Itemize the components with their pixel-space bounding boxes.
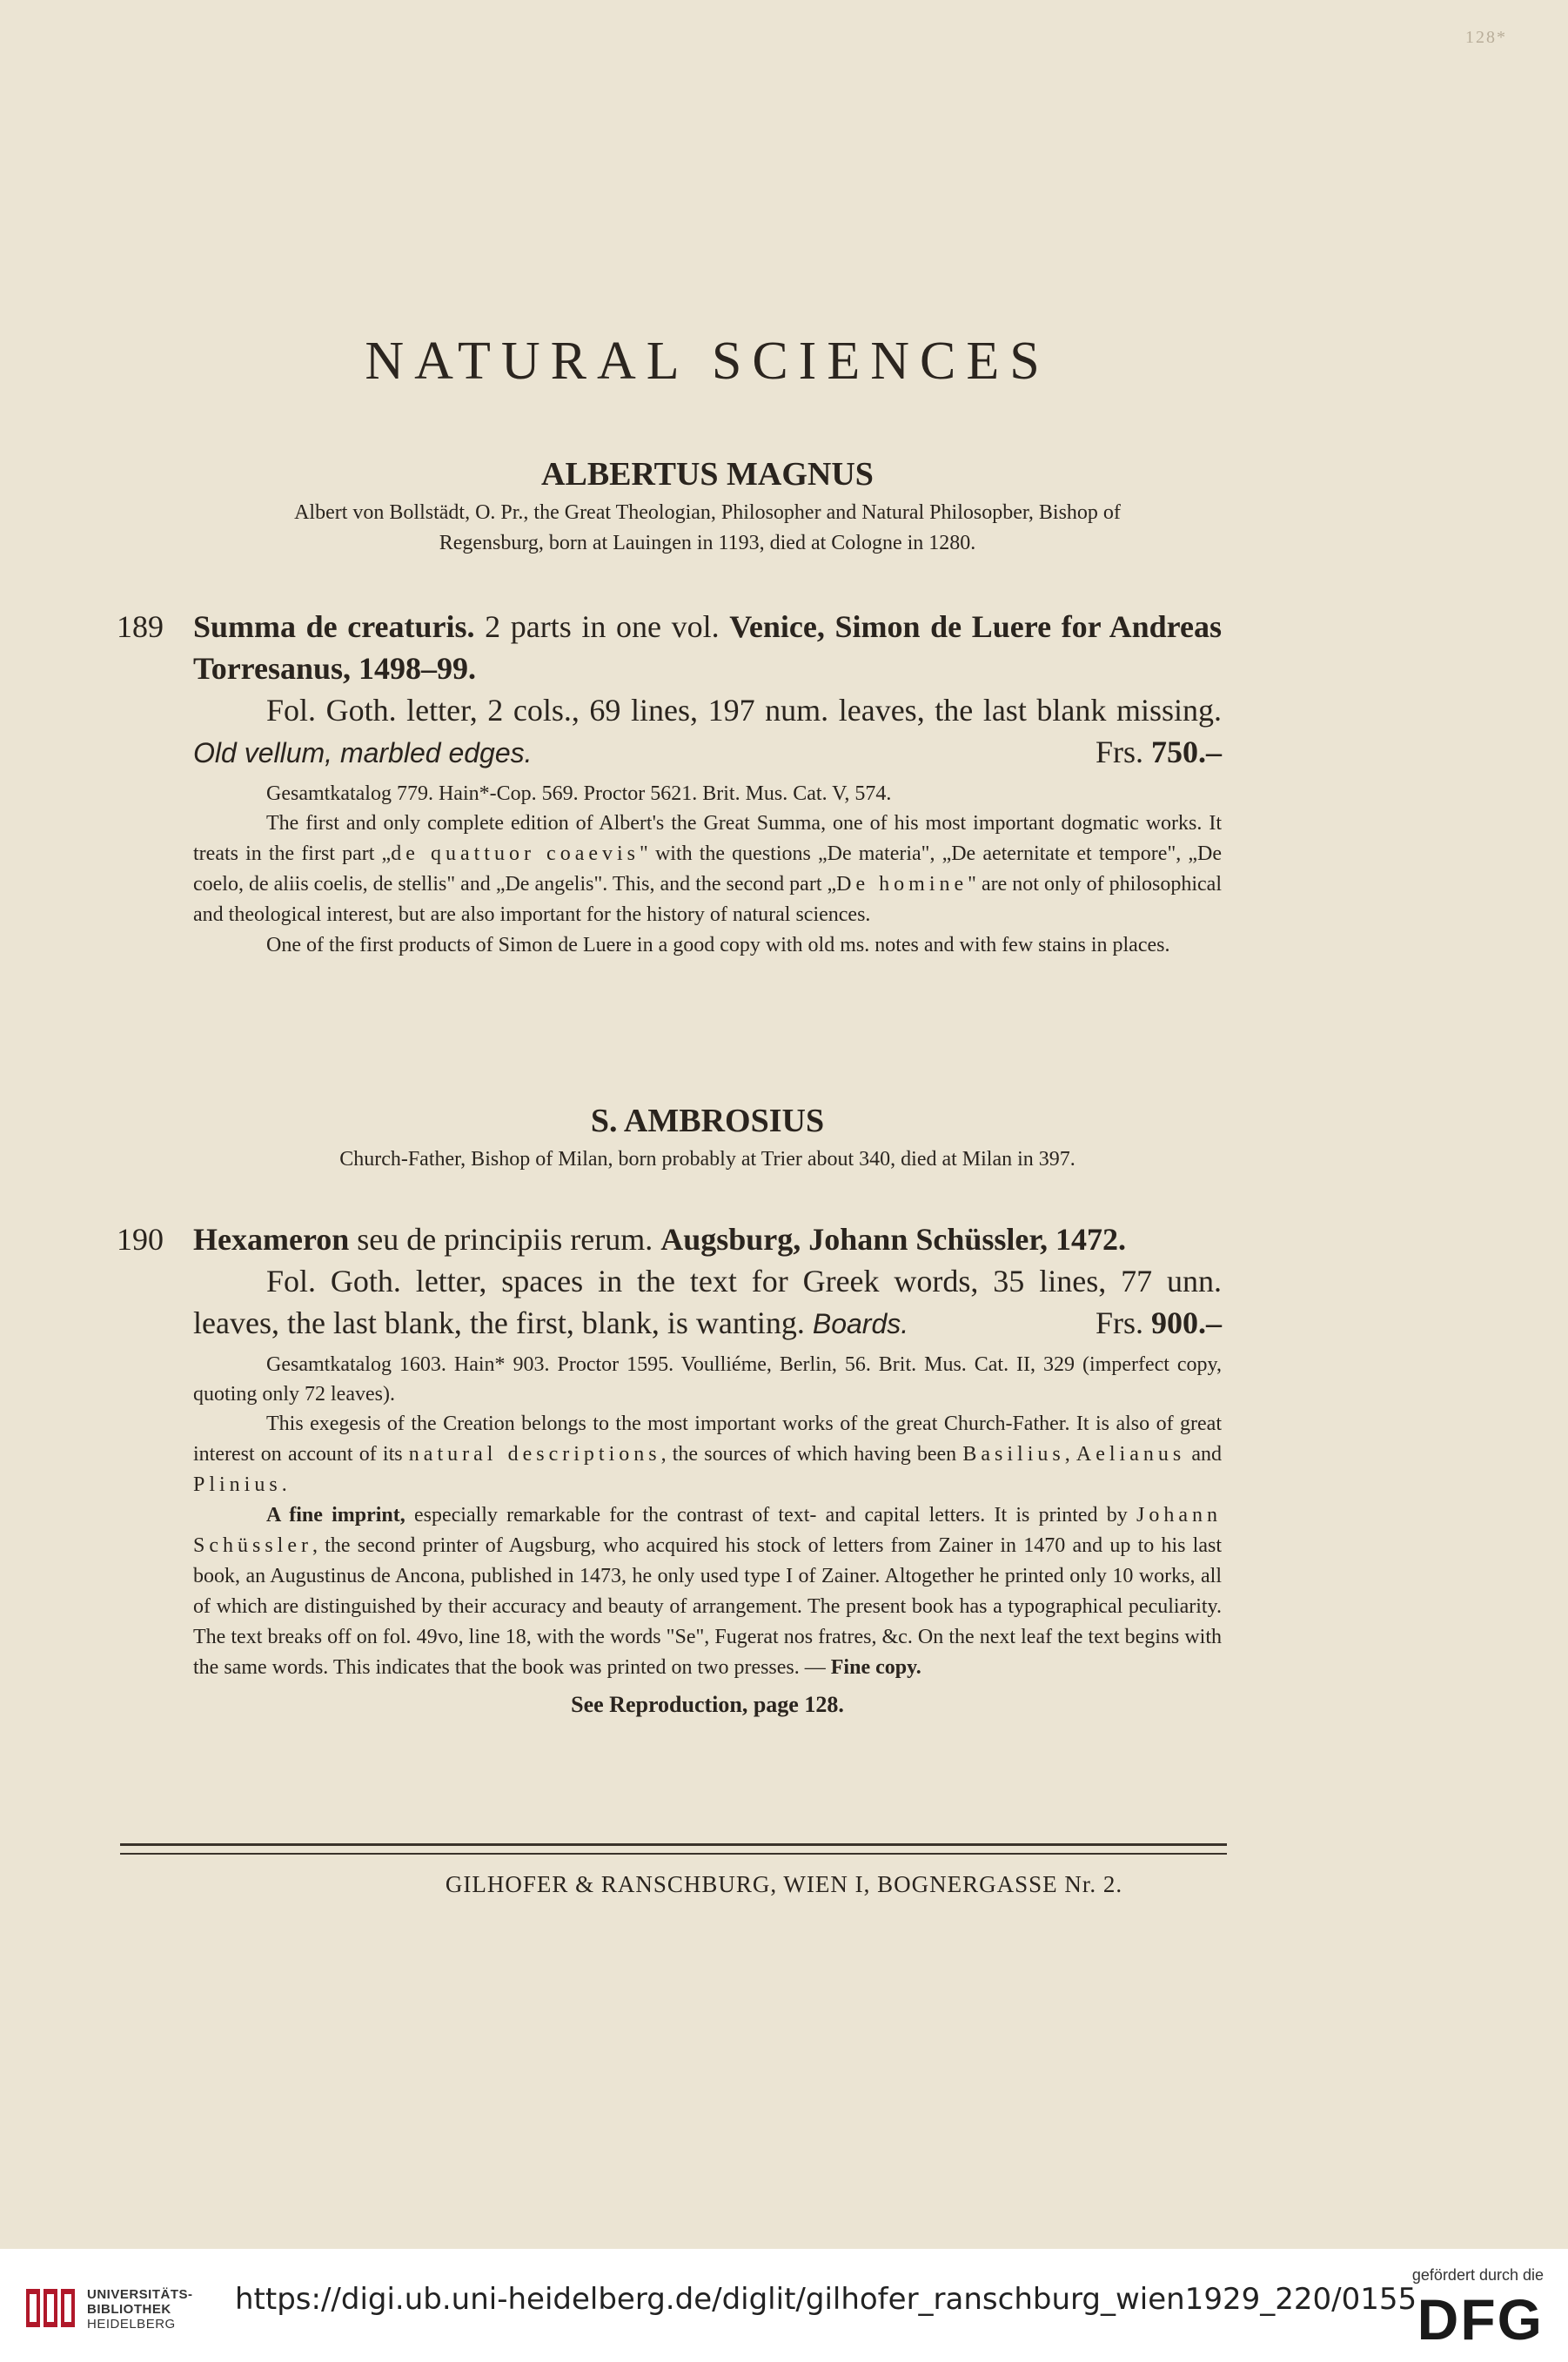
price-prefix: Frs. (1095, 1305, 1151, 1340)
entry-imprint: Augsburg, Johann Schüssler, 1472. (660, 1222, 1127, 1257)
entry-number: 190 (117, 1222, 164, 1257)
entry-collation: Fol. Goth. letter, spaces in the text for Greek words, 35 lines, 77 unn. leaves, the last blank, the first, blank, is wanting. (193, 1264, 1222, 1340)
note-spaced-text: Basilius (962, 1443, 1065, 1466)
note-text: " are not only of philosophical and theological interest, but are also important for the history of natural sciences. (193, 873, 1222, 926)
entry-heading (193, 1218, 1222, 1260)
library-name (87, 2287, 193, 2332)
entry-heading (193, 606, 1222, 689)
note-bold-text: Fine copy. (830, 1656, 921, 1679)
footer-double-rule (120, 1843, 1227, 1855)
entry-collation: Fol. Goth. letter, 2 cols., 69 lines, 197 num. leaves, the last blank missing. (266, 693, 1222, 728)
price-value: 900.– (1151, 1305, 1222, 1340)
note-text: , the second printer of Augsburg, who acquired his stock of letters from Zainer in 1470 and up to his last book, an Augustinus de Ancona, published in 1473, he only used type I of Zainer. Altogether he printed only 10 works, all of which are distinguished by their accuracy and beauty of arrangement. The present book has a typographical peculiarity. The text breaks off on fol. 49vo, line 18, with the words "Se", Fugerat nos fratres, &c. On the next leaf the text begins with the same words. This indicates that the book was printed on two presses. — (193, 1534, 1222, 1679)
library-name-line: HEIDELBERG (87, 2317, 176, 2332)
author-name: S. AMBROSIUS (590, 1103, 825, 1139)
price-prefix: Frs. (1095, 735, 1151, 769)
note-text: The first and only complete edition of Albert's the Great Summa, one of his most important dogmatic works. It treats in the first part „ (193, 812, 1222, 865)
note-spaced-text: Aelianus (1075, 1443, 1186, 1466)
entry-price (1022, 731, 1222, 773)
note-text: " with the questions „De materia", „De aeternitate et tempore", „De coelo, de aliis coelis, de stellis" and „De angelis". This, and the second part „ (193, 842, 1222, 896)
note-text: . (281, 1473, 287, 1496)
entry-note (193, 1500, 1222, 1683)
entry-note (193, 1409, 1222, 1500)
entry-title: Summa de creaturis. (193, 609, 475, 644)
entry-references: Gesamtkatalog 779. Hain*-Cop. 569. Proctor 5621. Brit. Mus. Cat. V, 574. (266, 782, 892, 805)
entry-title-rest: 2 parts in one vol. (474, 609, 730, 644)
university-seal-icon (24, 2284, 77, 2332)
reproduction-note: See Reproduction, page 128. (571, 1692, 844, 1717)
entry-binding: Boards. (812, 1308, 909, 1339)
entry-references: Gesamtkatalog 1603. Hain* 903. Proctor 1595. Voulliéme, Berlin, 56. Brit. Mus. Cat. II, 329 (imperfect copy, quoting only 72 leaves). (193, 1353, 1222, 1406)
entry-description (193, 689, 1222, 774)
entry-imprint: Venice, Simon de Luere for Andreas Torresanus, 1498–99. (193, 609, 1222, 686)
note-text: This exegesis of the Creation belongs to the most important works of the great Church-Father. It is also of great interest on account of its (193, 1413, 1222, 1466)
author-bio: Church-Father, Bishop of Milan, born probably at Trier about 340, died at Milan in 397. (339, 1148, 1075, 1171)
entry-190 (117, 1218, 1223, 1718)
note-bold-text: A fine imprint, (266, 1504, 405, 1527)
funded-by-label: gefördert durch die (1411, 2266, 1544, 2284)
entry-number: 189 (117, 609, 164, 644)
entry-note (193, 809, 1222, 930)
note-spaced-text: de quattuor coaevis (391, 842, 640, 865)
author-block-albertus (193, 454, 1222, 559)
library-name-line: BIBLIOTHEK (87, 2302, 171, 2317)
entry-note: One of the first products of Simon de Luere in a good copy with old ms. notes and with few stains in places. (266, 934, 1170, 956)
publisher-footer: GILHOFER & RANSCHBURG, WIEN I, BOGNERGASSE Nr. 2. (445, 1871, 1123, 1897)
note-spaced-text: natural descriptions (408, 1443, 661, 1466)
entry-title-rest: seu de principiis rerum. (349, 1222, 661, 1257)
price-value: 750.– (1151, 735, 1222, 769)
note-spaced-text: Plinius (193, 1473, 282, 1496)
author-name: ALBERTUS MAGNUS (541, 456, 874, 493)
page-header-mark: 128* (1465, 28, 1507, 47)
library-name-line: UNIVERSITÄTS- (87, 2287, 193, 2302)
entry-price (1022, 1302, 1222, 1344)
note-text: and (1185, 1443, 1223, 1466)
note-text: , the sources of which having been (660, 1443, 963, 1466)
entry-description (193, 1260, 1222, 1345)
author-bio: Albert von Bollstädt, O. Pr., the Great Theologian, Philosopher and Natural Philosopber, Bishop of Regensburg, born at Lauingen in 1193, died at Cologne in 1280. (294, 501, 1121, 554)
entry-binding: Old vellum, marbled edges. (193, 737, 533, 768)
section-title: NATURAL SCIENCES (365, 332, 1050, 391)
entry-189 (117, 606, 1222, 961)
author-block-ambrosius (193, 1101, 1222, 1175)
viewer-bottom-bar (0, 2249, 1568, 2362)
note-spaced-text: De homine (836, 873, 968, 896)
permalink-url[interactable]: https://digi.ub.uni-heidelberg.de/diglit/gilhofer_ranschburg_wien1929_220/0155 (235, 2282, 1417, 2317)
entry-title: Hexameron (193, 1222, 350, 1257)
note-text: especially remarkable for the contrast of text- and capital letters. It is printed by (405, 1504, 1136, 1527)
note-spaced-text: Johann Schüssler (193, 1504, 1222, 1557)
dfg-logo: DFG (1417, 2287, 1544, 2352)
note-text: , (1064, 1443, 1076, 1466)
